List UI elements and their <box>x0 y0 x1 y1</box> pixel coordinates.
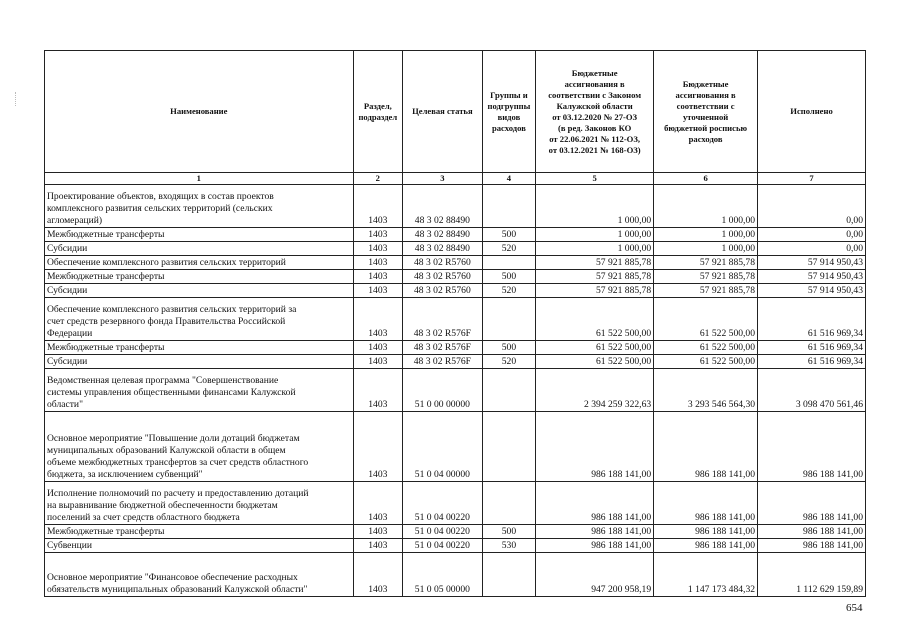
row-executed-amount: 61 516 969,34 <box>758 355 866 369</box>
column-numbers-row <box>45 173 866 185</box>
table-row <box>45 369 866 412</box>
row-article: 51 0 04 00000 <box>403 412 483 482</box>
column-number: 3 <box>403 173 483 185</box>
row-name: Обеспечение комплексного развития сельских территорий <box>45 256 354 270</box>
row-group: 500 <box>482 525 535 539</box>
row-law-amount: 986 188 141,00 <box>536 539 654 553</box>
row-refined-amount: 1 000,00 <box>654 242 758 256</box>
row-section: 1403 <box>353 185 402 228</box>
row-refined-amount: 57 921 885,78 <box>654 256 758 270</box>
row-section: 1403 <box>353 298 402 341</box>
row-executed-amount: 57 914 950,43 <box>758 256 866 270</box>
page-number: 654 <box>846 602 863 614</box>
row-name: Основное мероприятие "Финансовое обеспечение расходных обязательств муниципальных образований Калужской области" <box>45 553 354 597</box>
row-group: 500 <box>482 341 535 355</box>
row-name: Исполнение полномочий по расчету и предоставлению дотаций на выравнивание бюджетной обеспеченности бюджетам поселений за счет средств областного бюджета <box>45 482 354 525</box>
table-row <box>45 525 866 539</box>
row-section: 1403 <box>353 242 402 256</box>
table-row <box>45 482 866 525</box>
row-name: Межбюджетные трансферты <box>45 228 354 242</box>
table-row <box>45 256 866 270</box>
row-section: 1403 <box>353 270 402 284</box>
row-law-amount: 61 522 500,00 <box>536 298 654 341</box>
row-name: Межбюджетные трансферты <box>45 341 354 355</box>
table-row <box>45 355 866 369</box>
row-group <box>482 256 535 270</box>
table-row <box>45 284 866 298</box>
row-article: 51 0 05 00000 <box>403 553 483 597</box>
row-section: 1403 <box>353 539 402 553</box>
row-refined-amount: 57 921 885,78 <box>654 284 758 298</box>
row-article: 48 3 02 88490 <box>403 242 483 256</box>
budget-table <box>44 50 866 597</box>
row-executed-amount: 3 098 470 561,46 <box>758 369 866 412</box>
row-executed-amount: 0,00 <box>758 185 866 228</box>
row-article: 48 3 02 88490 <box>403 228 483 242</box>
row-name: Межбюджетные трансферты <box>45 525 354 539</box>
row-law-amount: 947 200 958,19 <box>536 553 654 597</box>
row-article: 48 3 02 R576F <box>403 341 483 355</box>
header-executed: Исполнено <box>758 51 866 173</box>
scan-mark <box>15 92 17 106</box>
row-section: 1403 <box>353 525 402 539</box>
row-section: 1403 <box>353 553 402 597</box>
row-refined-amount: 61 522 500,00 <box>654 355 758 369</box>
row-law-amount: 986 188 141,00 <box>536 412 654 482</box>
row-executed-amount: 986 188 141,00 <box>758 539 866 553</box>
row-group: 500 <box>482 270 535 284</box>
row-article: 48 3 02 R576F <box>403 355 483 369</box>
row-group <box>482 298 535 341</box>
column-number: 2 <box>353 173 402 185</box>
row-executed-amount: 0,00 <box>758 228 866 242</box>
header-row <box>45 51 866 173</box>
header-section: Раздел, подраздел <box>353 51 402 173</box>
row-article: 51 0 04 00220 <box>403 482 483 525</box>
row-executed-amount: 57 914 950,43 <box>758 270 866 284</box>
row-group: 500 <box>482 228 535 242</box>
row-name: Субсидии <box>45 355 354 369</box>
row-law-amount: 986 188 141,00 <box>536 482 654 525</box>
header-group: Группы и подгруппы видов расходов <box>482 51 535 173</box>
row-group <box>482 412 535 482</box>
row-group: 520 <box>482 242 535 256</box>
row-group <box>482 553 535 597</box>
row-refined-amount: 986 188 141,00 <box>654 539 758 553</box>
table-row <box>45 539 866 553</box>
row-name: Проектирование объектов, входящих в состав проектов комплексного развития сельских территорий (сельских агломераций) <box>45 185 354 228</box>
row-section: 1403 <box>353 482 402 525</box>
row-article: 51 0 00 00000 <box>403 369 483 412</box>
row-refined-amount: 61 522 500,00 <box>654 298 758 341</box>
row-refined-amount: 1 000,00 <box>654 228 758 242</box>
table-row <box>45 228 866 242</box>
row-refined-amount: 1 147 173 484,32 <box>654 553 758 597</box>
row-name: Основное мероприятие "Повышение доли дотаций бюджетам муниципальных образований Калужской области в общем объеме межбюджетных трансфертов за счет средств областного бюджета, за исключением субвенций" <box>45 412 354 482</box>
row-executed-amount: 0,00 <box>758 242 866 256</box>
row-refined-amount: 61 522 500,00 <box>654 341 758 355</box>
table-row <box>45 270 866 284</box>
row-law-amount: 1 000,00 <box>536 185 654 228</box>
column-number: 4 <box>482 173 535 185</box>
table-row <box>45 553 866 597</box>
row-refined-amount: 57 921 885,78 <box>654 270 758 284</box>
row-section: 1403 <box>353 355 402 369</box>
row-name: Межбюджетные трансферты <box>45 270 354 284</box>
row-name: Субсидии <box>45 284 354 298</box>
row-refined-amount: 1 000,00 <box>654 185 758 228</box>
row-article: 48 3 02 R5760 <box>403 284 483 298</box>
row-executed-amount: 61 516 969,34 <box>758 341 866 355</box>
row-executed-amount: 986 188 141,00 <box>758 525 866 539</box>
column-number: 7 <box>758 173 866 185</box>
header-name: Наименование <box>45 51 354 173</box>
table-row <box>45 242 866 256</box>
row-executed-amount: 986 188 141,00 <box>758 412 866 482</box>
column-number: 1 <box>45 173 354 185</box>
row-section: 1403 <box>353 228 402 242</box>
row-section: 1403 <box>353 284 402 298</box>
row-section: 1403 <box>353 369 402 412</box>
row-section: 1403 <box>353 256 402 270</box>
column-number: 5 <box>536 173 654 185</box>
row-executed-amount: 986 188 141,00 <box>758 482 866 525</box>
header-article: Целевая статья <box>403 51 483 173</box>
row-article: 51 0 04 00220 <box>403 539 483 553</box>
row-name: Субвенции <box>45 539 354 553</box>
row-name: Обеспечение комплексного развития сельских территорий за счет средств резервного фонда Правительства Российской Федерации <box>45 298 354 341</box>
row-group: 530 <box>482 539 535 553</box>
table-row <box>45 185 866 228</box>
row-law-amount: 1 000,00 <box>536 242 654 256</box>
row-law-amount: 61 522 500,00 <box>536 341 654 355</box>
row-law-amount: 2 394 259 322,63 <box>536 369 654 412</box>
row-law-amount: 1 000,00 <box>536 228 654 242</box>
row-group <box>482 185 535 228</box>
row-group: 520 <box>482 355 535 369</box>
table-body <box>45 185 866 597</box>
row-executed-amount: 1 112 629 159,89 <box>758 553 866 597</box>
header-law-allocations: Бюджетные ассигнования в соответствии с Законом Калужской области от 03.12.2020 № 27-ОЗ (в ред. Законов КО от 22.06.2021 № 112-ОЗ, от 03.12.2021 № 168-ОЗ) <box>536 51 654 173</box>
row-article: 48 3 02 88490 <box>403 185 483 228</box>
row-article: 51 0 04 00220 <box>403 525 483 539</box>
row-law-amount: 57 921 885,78 <box>536 256 654 270</box>
column-number: 6 <box>654 173 758 185</box>
row-refined-amount: 986 188 141,00 <box>654 482 758 525</box>
row-executed-amount: 61 516 969,34 <box>758 298 866 341</box>
row-law-amount: 61 522 500,00 <box>536 355 654 369</box>
row-law-amount: 986 188 141,00 <box>536 525 654 539</box>
table-row <box>45 298 866 341</box>
row-refined-amount: 3 293 546 564,30 <box>654 369 758 412</box>
table-row <box>45 341 866 355</box>
row-law-amount: 57 921 885,78 <box>536 284 654 298</box>
row-refined-amount: 986 188 141,00 <box>654 525 758 539</box>
row-executed-amount: 57 914 950,43 <box>758 284 866 298</box>
header-refined-allocations: Бюджетные ассигнования в соответствии с уточненной бюджетной росписью расходов <box>654 51 758 173</box>
row-group <box>482 482 535 525</box>
row-name: Субсидии <box>45 242 354 256</box>
row-law-amount: 57 921 885,78 <box>536 270 654 284</box>
row-group: 520 <box>482 284 535 298</box>
row-section: 1403 <box>353 412 402 482</box>
row-name: Ведомственная целевая программа "Совершенствование системы управления общественными финансами Калужской области" <box>45 369 354 412</box>
row-section: 1403 <box>353 341 402 355</box>
row-refined-amount: 986 188 141,00 <box>654 412 758 482</box>
row-article: 48 3 02 R576F <box>403 298 483 341</box>
table-row <box>45 412 866 482</box>
row-group <box>482 369 535 412</box>
row-article: 48 3 02 R5760 <box>403 256 483 270</box>
row-article: 48 3 02 R5760 <box>403 270 483 284</box>
